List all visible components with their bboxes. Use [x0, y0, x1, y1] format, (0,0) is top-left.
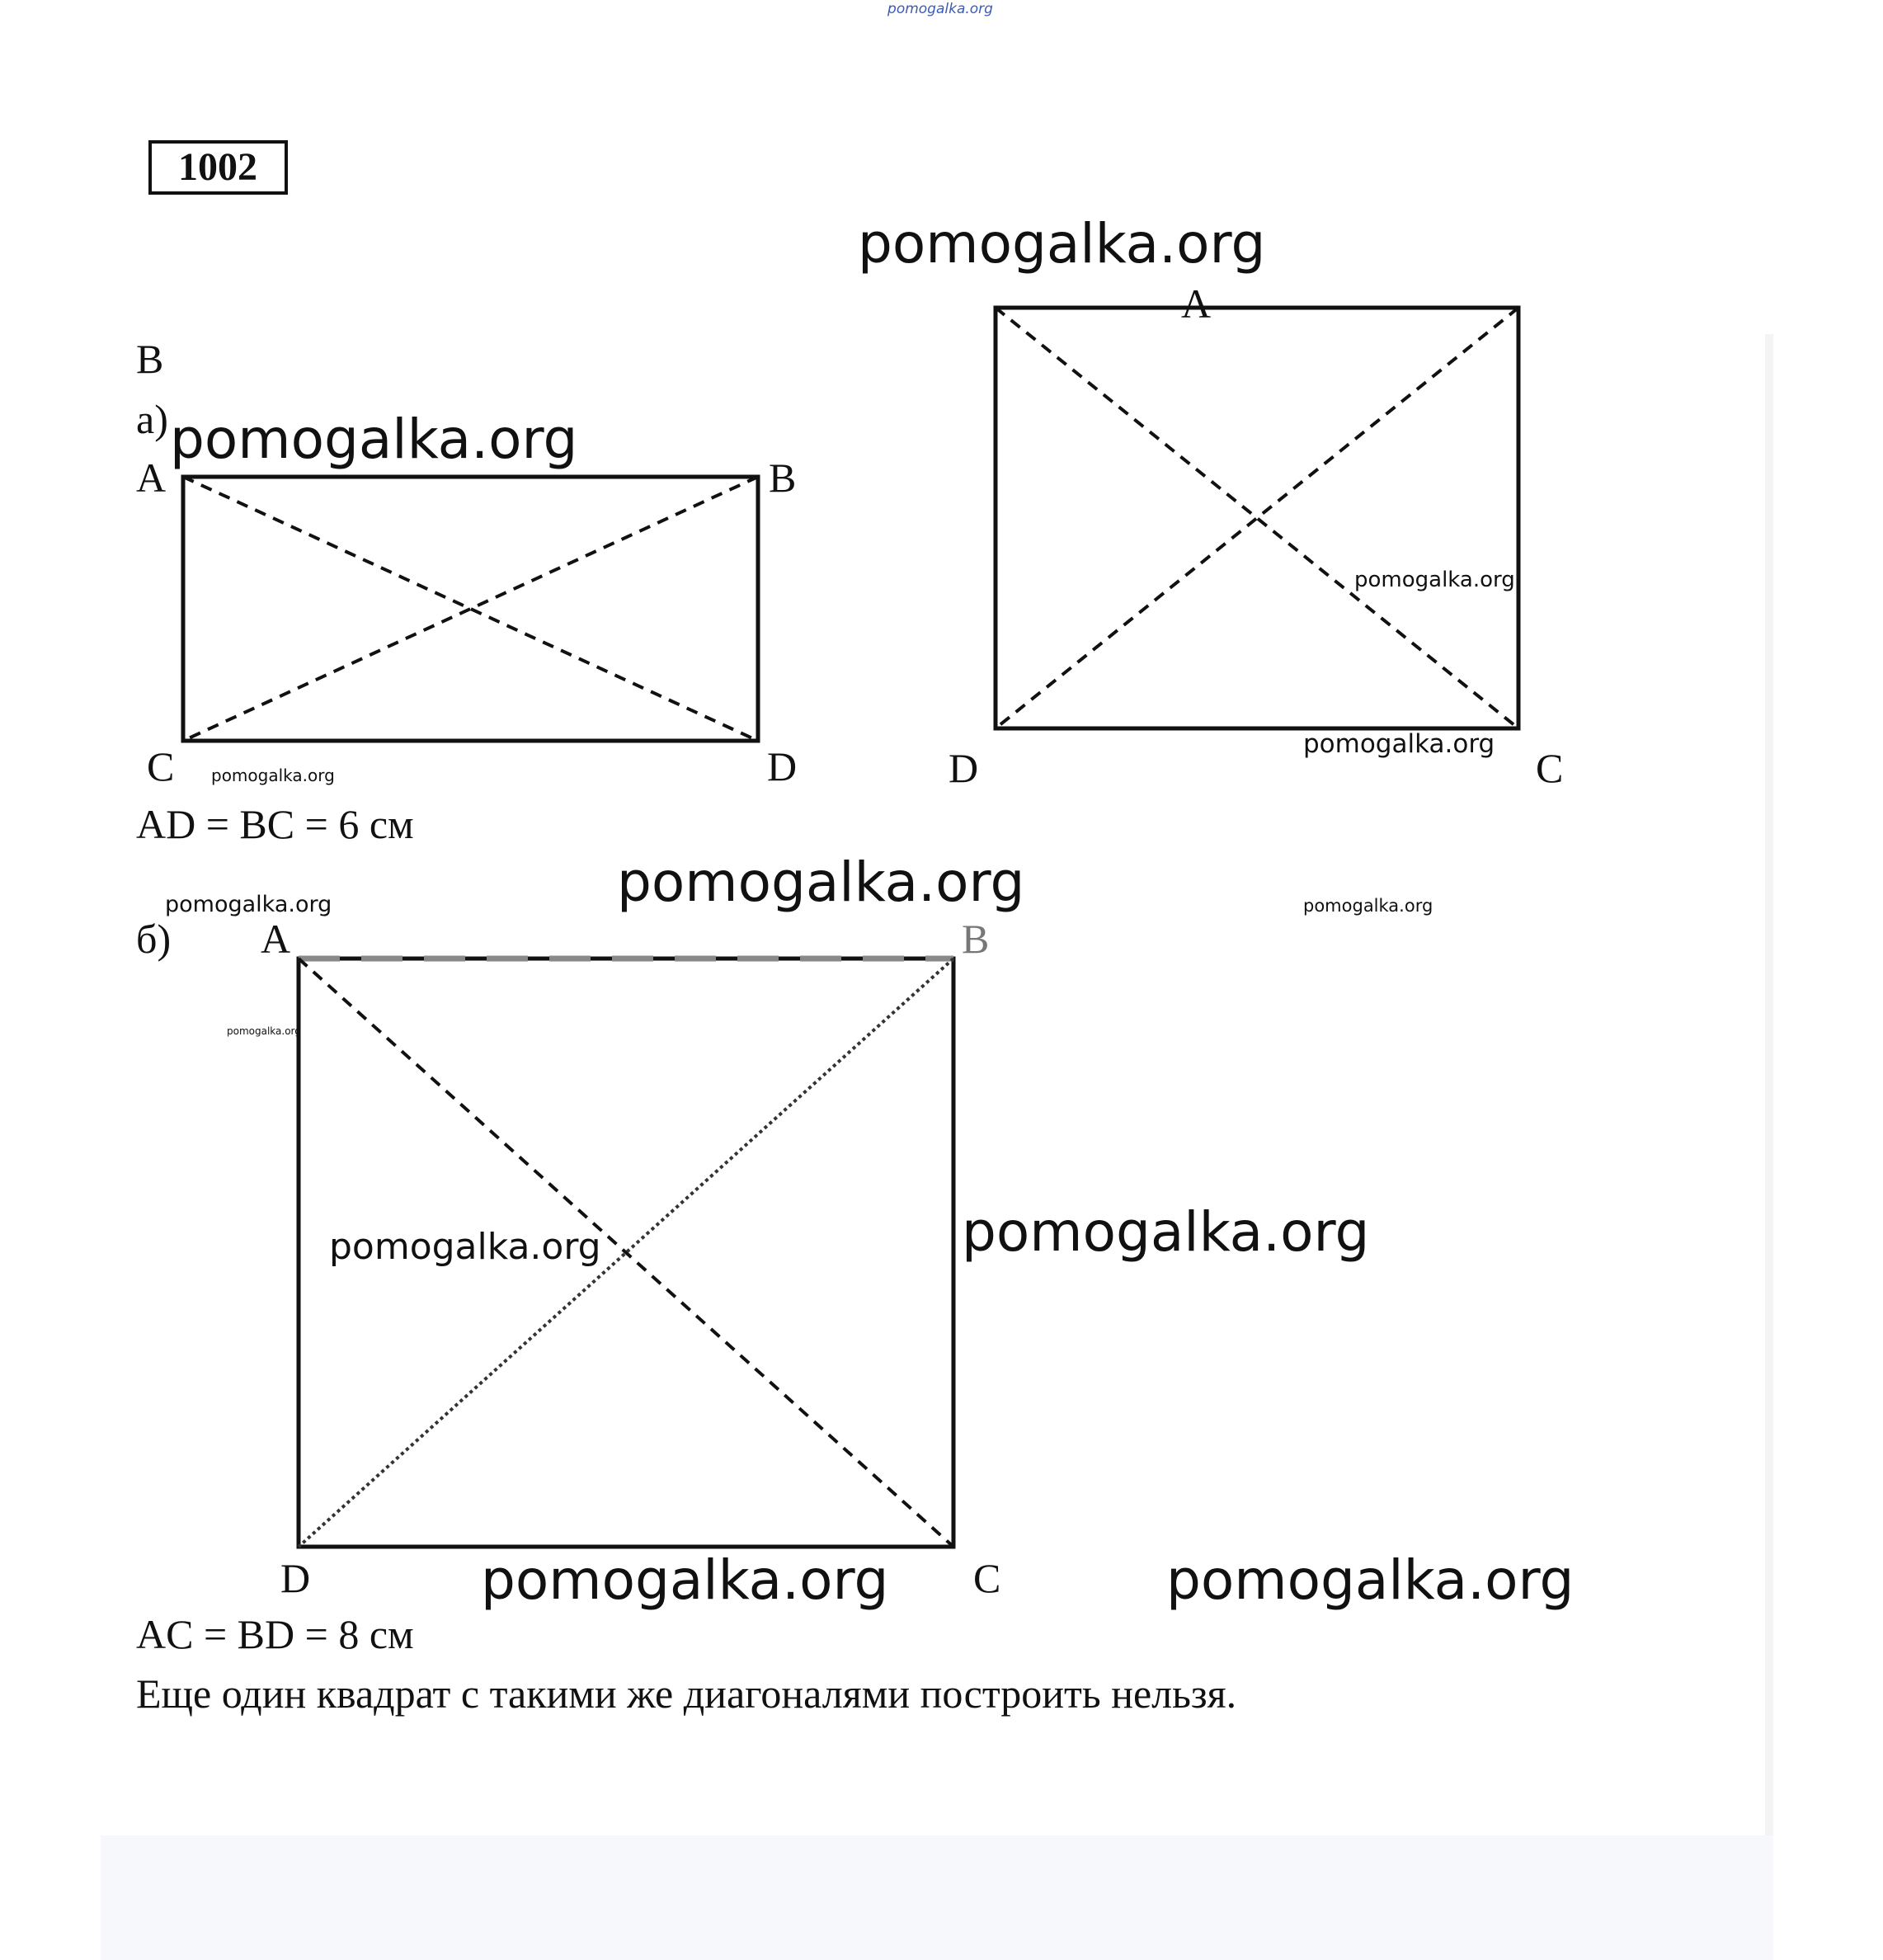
watermark: pomogalka.org — [617, 850, 1025, 914]
watermark: pomogalka.org — [858, 212, 1266, 276]
stray-label-b: В — [136, 336, 164, 382]
rect-vertex-c: C — [147, 743, 175, 789]
watermark: pomogalka.org — [170, 408, 578, 471]
rect-vertex-a: A — [136, 455, 167, 501]
watermark: pomogalka.org — [1166, 1548, 1575, 1612]
page-edge — [1765, 334, 1773, 1835]
part-a-marker: а) — [136, 396, 168, 442]
rect-vertex-b: B — [769, 455, 797, 501]
part-b-equation: AC = BD = 8 см — [136, 1611, 414, 1657]
square-a-vertex-c: C — [1536, 745, 1564, 791]
top-watermark-link[interactable]: pomogalka.org — [887, 1, 993, 17]
part-b-conclusion: Еще один квадрат с такими же диагоналями построить нельзя. — [136, 1670, 1237, 1717]
square-a-vertex-a: A — [1181, 280, 1212, 327]
square-vertex-c: C — [973, 1555, 1001, 1601]
watermark: pomogalka.org — [227, 1025, 301, 1037]
watermark: pomogalka.org — [1303, 729, 1495, 759]
watermark: pomogalka.org — [329, 1226, 601, 1268]
watermark: pomogalka.org — [1354, 568, 1515, 592]
watermark: pomogalka.org — [165, 892, 332, 917]
watermark: pomogalka.org — [962, 1200, 1370, 1264]
square-vertex-a: A — [261, 916, 291, 962]
bottom-panel — [101, 1835, 1773, 1960]
watermark: pomogalka.org — [481, 1548, 889, 1612]
square-vertex-d: D — [280, 1555, 311, 1601]
rect-vertex-d: D — [767, 743, 798, 789]
watermark: pomogalka.org — [1303, 896, 1433, 916]
square-a-vertex-d: D — [949, 745, 979, 791]
part-a-equation: AD = BC = 6 см — [136, 801, 414, 847]
watermark: pomogalka.org — [211, 766, 335, 785]
problem-number: 1002 — [178, 145, 257, 189]
part-b-marker: б) — [136, 916, 172, 962]
square-vertex-b: B — [962, 916, 990, 962]
